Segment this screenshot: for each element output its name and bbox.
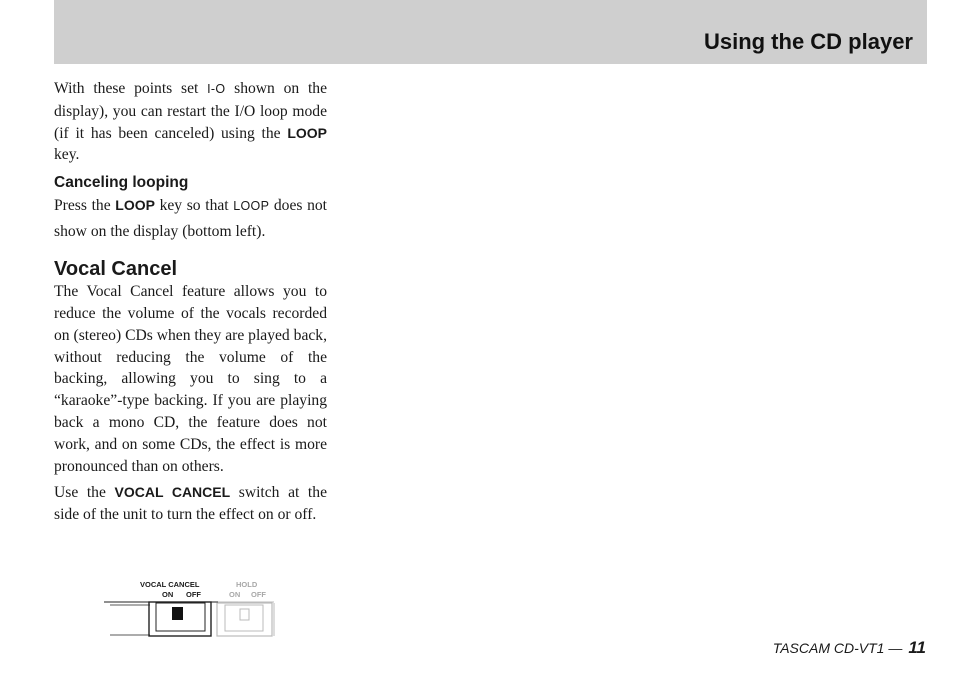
page-title: Using the CD player xyxy=(703,29,913,54)
subheading-canceling: Canceling looping xyxy=(54,174,189,192)
vocal-cancel-paragraph: The Vocal Cancel feature allows you to reduce the volume of the vocals recorded on (stereo) CDs when they are played back, without reducing the volume of the backing, allowing you to sing to a “karaoke”-type backing. If you are playing back a mono CD, the feature does not work, and on some CDs, the effect is more pronounced than on others. xyxy=(54,283,327,475)
key-name: LOOP xyxy=(115,197,155,214)
intro-paragraph: With these points set I-O shown on the display), you can restart the I/O loop mode (if it has been canceled) using the LOOP key. xyxy=(54,80,328,164)
header-bar xyxy=(54,0,927,64)
main-column xyxy=(54,78,327,526)
key-name: LOOP xyxy=(287,124,327,141)
switch-drawing xyxy=(100,575,280,640)
page-number: 11 xyxy=(908,638,926,657)
key-name: VOCAL CANCEL xyxy=(114,484,231,501)
display-indicator: LOOP xyxy=(233,199,270,214)
hold-off-label: OFF xyxy=(251,590,266,599)
switch-illustration xyxy=(100,575,280,640)
footer-model: TASCAM CD-VT1 — xyxy=(772,640,903,656)
vocal-cancel-label: VOCAL CANCEL xyxy=(140,580,200,589)
hold-label: HOLD xyxy=(236,580,258,589)
display-indicator: I-O xyxy=(207,82,226,96)
page-footer xyxy=(773,638,926,658)
section-heading-vocal-cancel: Vocal Cancel xyxy=(54,258,178,281)
canceling-paragraph: Press the LOOP key so that LOOP does not show on the display (bottom left). xyxy=(54,197,327,241)
vocal-on-label: ON xyxy=(162,590,174,599)
hold-on-label: ON xyxy=(229,590,241,599)
vocal-off-label: OFF xyxy=(186,590,201,599)
vocal-cancel-usage-paragraph: Use the VOCAL CANCEL switch at the side of the unit to turn the effect on or off. xyxy=(54,484,327,524)
